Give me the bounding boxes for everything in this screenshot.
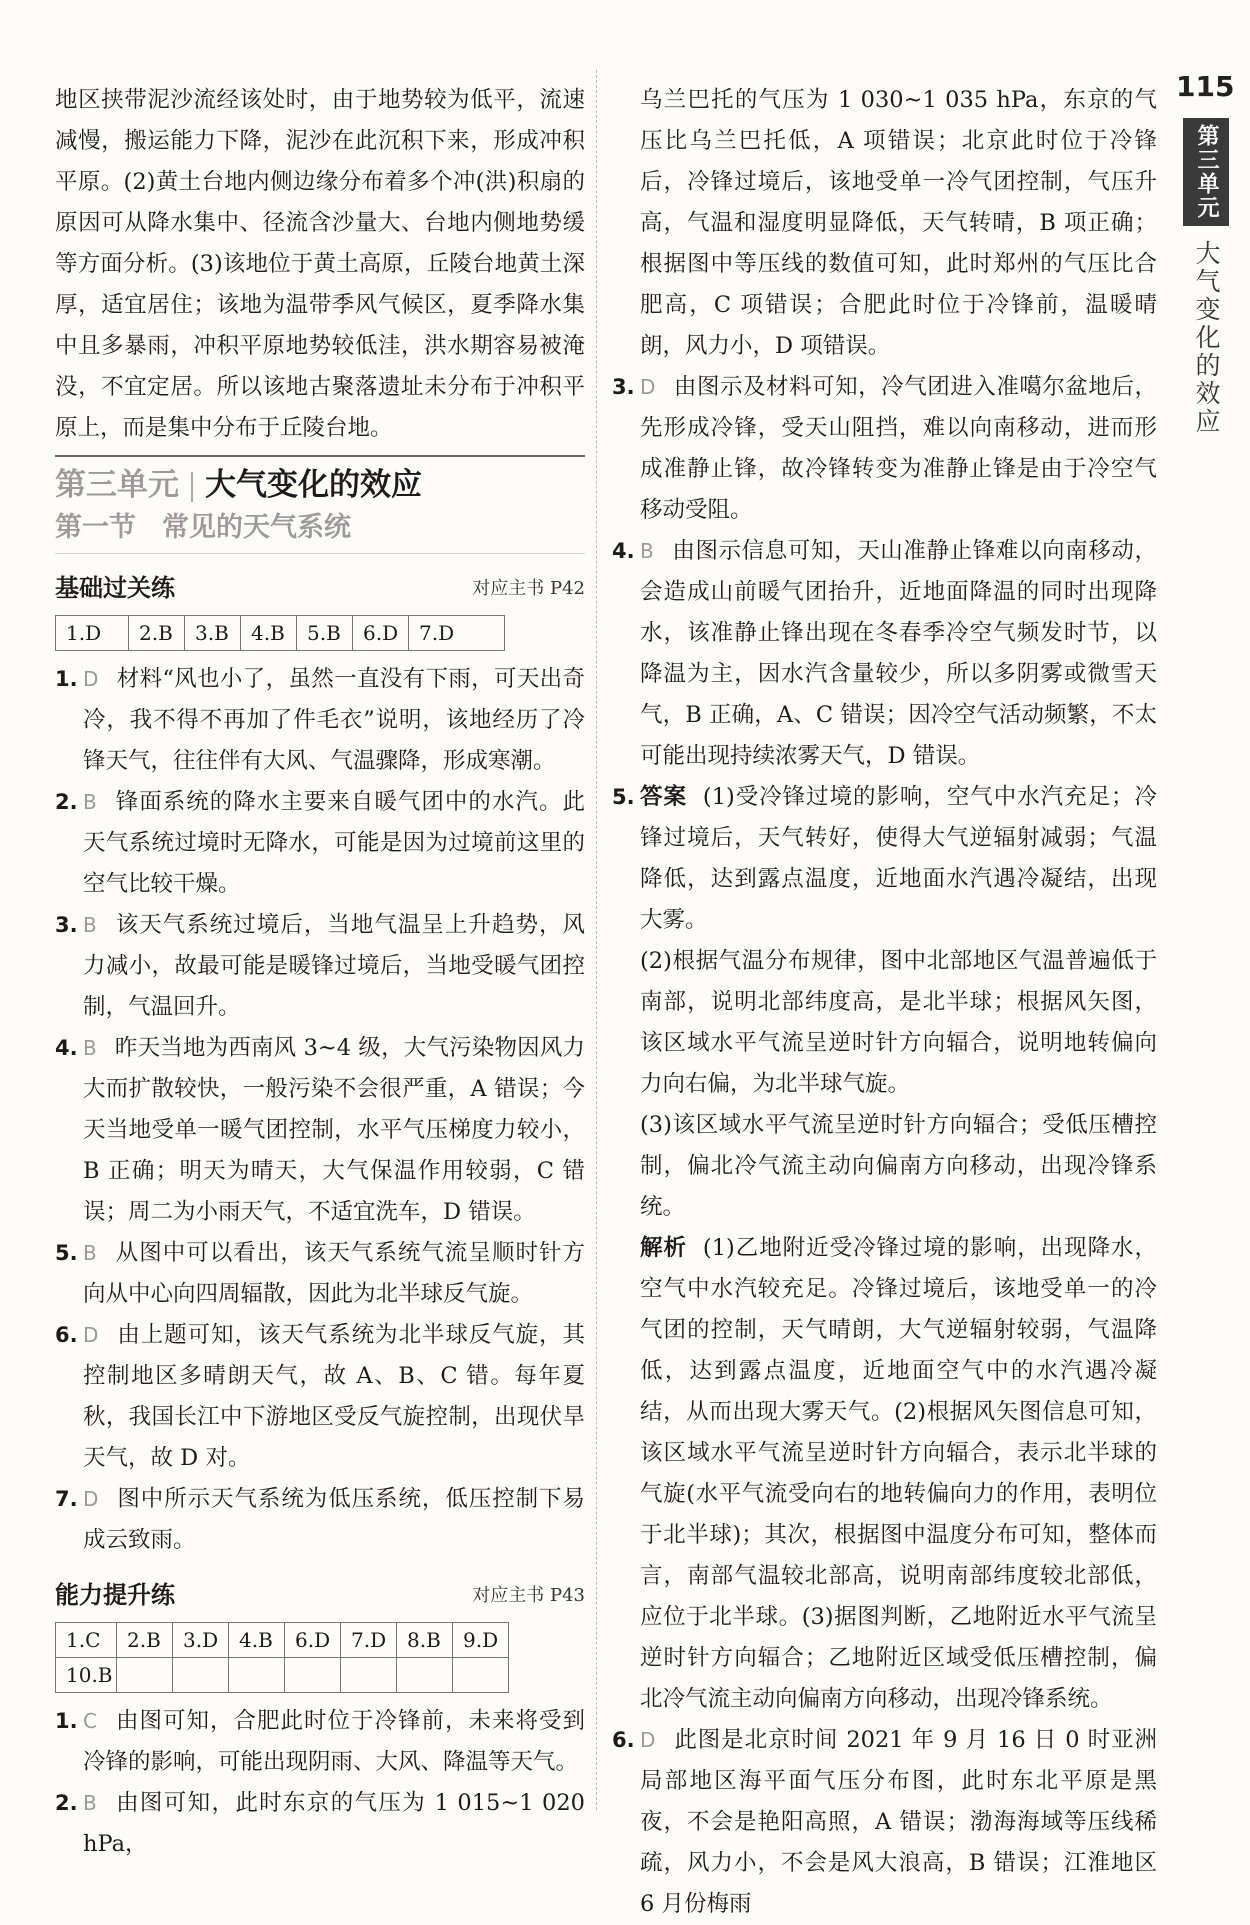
basic-heading [55, 568, 585, 609]
advanced-answer-2 [55, 1783, 585, 1865]
answer-letter: D [83, 667, 99, 691]
answer-text: 由图可知，合肥此时位于冷锋前，未来将受到冷锋的影响，可能出现阴雨、大风、降温等天气。 [83, 1708, 585, 1775]
answer-cell: 1.C [56, 1623, 117, 1658]
answer-letter: C [83, 1709, 97, 1733]
answer-letter: B [83, 913, 97, 937]
analysis-text: (1)乙地附近受冷锋过境的影响，出现降水，空气中水汽较充足。冷锋过境后，该地受单一的冷气团的控制，天气晴朗，大气逆辐射较弱，气温降低，达到露点温度，近地面空气中的水汽遇冷凝结，从而出现大雾天气。(2)根据风矢图信息可知，该区域水平气流呈逆时针方向辐合，表示北半球的气旋(水平气流受向右的地转偏向力的作用，表明位于北半球)；其次，根据图中温度分布可知，整体而言，南部气温较北部高，说明南部纬度较北部低，应位于北半球。(3)据图判断，乙地附近水平气流呈逆时针方向辐合；乙地附近区域受低压槽控制，偏北冷气流主动向偏南方向移动，出现冷锋系统。 [640, 1235, 1157, 1712]
answer-part-2: (2)根据气温分布规律，图中北部地区气温普遍低于南部，说明北部纬度高，是北半球；根据风矢图，该区域水平气流呈逆时针方向辐合，说明地转偏向力向右偏，为北半球气旋。 [640, 948, 1157, 1097]
answer-number: 5. [55, 1241, 78, 1265]
answer-text: 从图中可以看出，该天气系统气流呈顺时针方向从中心向四周辐散，因此为北半球反气旋。 [83, 1240, 585, 1307]
basic-answer-6 [55, 1315, 585, 1479]
section-label: 第一节 [55, 512, 136, 543]
answer-number: 6. [55, 1323, 78, 1347]
answer-letter: B [640, 539, 654, 563]
left-column [55, 80, 585, 1865]
answer-letter: D [640, 1728, 656, 1752]
answer-letter: B [83, 1241, 97, 1265]
answer-part-3: (3)该区域水平气流呈逆时针方向辐合；受低压槽控制，偏北冷气流主动向偏南方向移动，出现冷锋系统。 [640, 1112, 1157, 1220]
analysis [640, 1228, 1157, 1720]
column-divider [596, 70, 597, 1810]
basic-answer-7 [55, 1479, 585, 1561]
basic-ref: 对应主书 P42 [472, 578, 585, 599]
answer-cell [173, 1658, 229, 1693]
answer-cell: 1.D [56, 616, 129, 651]
answer-text: 由上题可知，该天气系统为北半球反气旋，其控制地区多晴朗天气，故 A、B、C 错。每年夏秋，我国长江中下游地区受反气旋控制，出现伏旱天气，故 D 对。 [83, 1322, 585, 1471]
advanced-ref: 对应主书 P43 [472, 1585, 585, 1606]
answer-tag: 答案 [640, 784, 687, 810]
answer-cell [117, 1658, 173, 1693]
basic-answer-3 [55, 905, 585, 1028]
basic-answer-4 [55, 1028, 585, 1233]
answer-cell: 6.D [353, 616, 409, 651]
page-number: 115 [1176, 70, 1235, 103]
answer-number: 4. [55, 1036, 78, 1060]
answer-text: 由图可知，此时东京的气压为 1 015~1 020 hPa， [83, 1790, 585, 1857]
answer-text: 此图是北京时间 2021 年 9 月 16 日 0 时亚洲局部地区海平面气压分布图，此时东北平原是黑夜，不会是艳阳高照，A 错误；渤海海域等压线稀疏，风力小，不会是风大浪高，B 错误；江淮地区 6 月份梅雨 [640, 1727, 1157, 1917]
answer-cell: 5.B [297, 616, 353, 651]
answer-number: 1. [55, 667, 78, 691]
answer-cell [397, 1658, 453, 1693]
answer-number: 7. [55, 1487, 78, 1511]
answer-text: 由图示及材料可知，冷气团进入准噶尔盆地后，先形成冷锋，受天山阻挡，难以向南移动，进而形成准静止锋，故冷锋转变为准静止锋是由于冷空气移动受阻。 [640, 374, 1157, 523]
answer-cell: 3.B [185, 616, 241, 651]
answer-cell: 10.B [56, 1658, 117, 1693]
answer-text: 由图示信息可知，天山准静止锋难以向南移动，会造成山前暖气团抬升，近地面降温的同时出现降水，该准静止锋出现在冬春季冷空气频发时节，以降温为主，因水汽含量较少，所以多阴雾或微雪天气，B 正确，A、C 错误；因冷空气活动频繁，不太可能出现持续浓雾天气，D 错误。 [640, 538, 1157, 769]
side-unit-title: 大气变化的效应 [1192, 240, 1221, 436]
right-column [612, 80, 1157, 1925]
advanced-heading [55, 1575, 585, 1616]
advanced-answer-1 [55, 1701, 585, 1783]
analysis-tag: 解析 [640, 1235, 687, 1261]
answer-letter: D [640, 375, 656, 399]
answer-cell: 8.B [397, 1623, 453, 1658]
answer-letter: D [83, 1323, 99, 1347]
answer-cell [229, 1658, 285, 1693]
advanced-answer-5 [612, 777, 1157, 1720]
heading-bar [191, 472, 193, 502]
unit-label: 第三单元 [55, 467, 179, 503]
answer-cell: 3.D [173, 1623, 229, 1658]
unit-heading [55, 455, 585, 554]
answer-letter: D [83, 1487, 99, 1511]
answer-number: 2. [55, 790, 78, 814]
answer-text: 材料“风也小了，虽然一直没有下雨，可天出奇冷，我不得不再加了件毛衣”说明，该地经历了冷锋天气，往往伴有大风、气温骤降，形成寒潮。 [83, 666, 585, 774]
answer-number: 3. [55, 913, 78, 937]
answer-text: 图中所示天气系统为低压系统，低压控制下易成云致雨。 [83, 1486, 585, 1553]
answer-cell: 4.B [241, 616, 297, 651]
answer-cell [341, 1658, 397, 1693]
section-title: 常见的天气系统 [162, 512, 351, 543]
answer-text: 锋面系统的降水主要来自暖气团中的水汽。此天气系统过境时无降水，可能是因为过境前这里的空气比较干燥。 [83, 789, 585, 897]
answer-number: 6. [612, 1728, 635, 1752]
answer-cell [285, 1658, 341, 1693]
answer-letter: B [83, 1036, 97, 1060]
answer-number: 1. [55, 1709, 78, 1733]
answer-part-1: (1)受冷锋过境的影响，空气中水汽充足；冷锋过境后，天气转好，使得大气逆辐射减弱；气温降低，达到露点温度，近地面水汽遇冷凝结，出现大雾。 [640, 784, 1157, 933]
side-unit-tab: 第三单元 [1183, 118, 1229, 226]
answer-letter: B [83, 1791, 97, 1815]
answer-2-continued: 乌兰巴托的气压为 1 030~1 035 hPa，东京的气压比乌兰巴托低，A 项错误；北京此时位于冷锋后，冷锋过境后，该地受单一冷气团控制，气压升高，气温和湿度明显降低，天气转晴，B 项正确；根据图中等压线的数值可知，此时郑州的气压比合肥高，C 项错误；合肥此时位于冷锋前，温暖晴朗，风力小，D 项错误。 [640, 87, 1157, 359]
unit-title: 大气变化的效应 [205, 467, 422, 503]
answer-number: 2. [55, 1791, 78, 1815]
answer-cell: 4.B [229, 1623, 285, 1658]
answer-cell: 2.B [117, 1623, 173, 1658]
answer-cell: 2.B [129, 616, 185, 651]
basic-answer-2 [55, 782, 585, 905]
basic-title: 基础过关练 [55, 574, 175, 602]
answer-text: 该天气系统过境后，当地气温呈上升趋势，风力减小，故最可能是暖锋过境后，当地受暖气团控制，气温回升。 [83, 912, 585, 1020]
answer-cell: 7.D [409, 616, 505, 651]
advanced-answer-6 [612, 1720, 1157, 1925]
answer-cell [453, 1658, 509, 1693]
answer-number: 5. [612, 785, 635, 809]
answer-cell: 9.D [453, 1623, 509, 1658]
answer-letter: B [83, 790, 97, 814]
intro-paragraph: 地区挟带泥沙流经该处时，由于地势较为低平，流速减慢，搬运能力下降，泥沙在此沉积下来，形成冲积平原。(2)黄土台地内侧边缘分布着多个冲(洪)积扇的原因可从降水集中、径流含沙量大、台地内侧地势缓等方面分析。(3)该地位于黄土高原，丘陵台地黄土深厚，适宜居住；该地为温带季风气候区，夏季降水集中且多暴雨，冲积平原地势较低洼，洪水期容易被淹没，不宜定居。所以该地古聚落遗址未分布于冲积平原上，而是集中分布于丘陵台地。 [55, 87, 585, 441]
answer-cell: 7.D [341, 1623, 397, 1658]
advanced-title: 能力提升练 [55, 1581, 175, 1609]
section-heading [55, 507, 585, 554]
answer-cell: 6.D [285, 1623, 341, 1658]
answer-number: 4. [612, 539, 635, 563]
advanced-answer-4 [612, 531, 1157, 777]
advanced-answer-3 [612, 367, 1157, 531]
answer-text: 昨天当地为西南风 3~4 级，大气污染物因风力大而扩散较快，一般污染不会很严重，A 错误；今天当地受单一暖气团控制，水平气压梯度力较小，B 正确；明天为晴天，大气保温作用较弱，C 错误；周二为小雨天气，不适宜洗车，D 错误。 [83, 1035, 585, 1225]
advanced-answer-grid [55, 1622, 509, 1693]
basic-answer-1 [55, 659, 585, 782]
basic-answer-grid [55, 615, 505, 651]
basic-answer-5 [55, 1233, 585, 1315]
answer-number: 3. [612, 375, 635, 399]
